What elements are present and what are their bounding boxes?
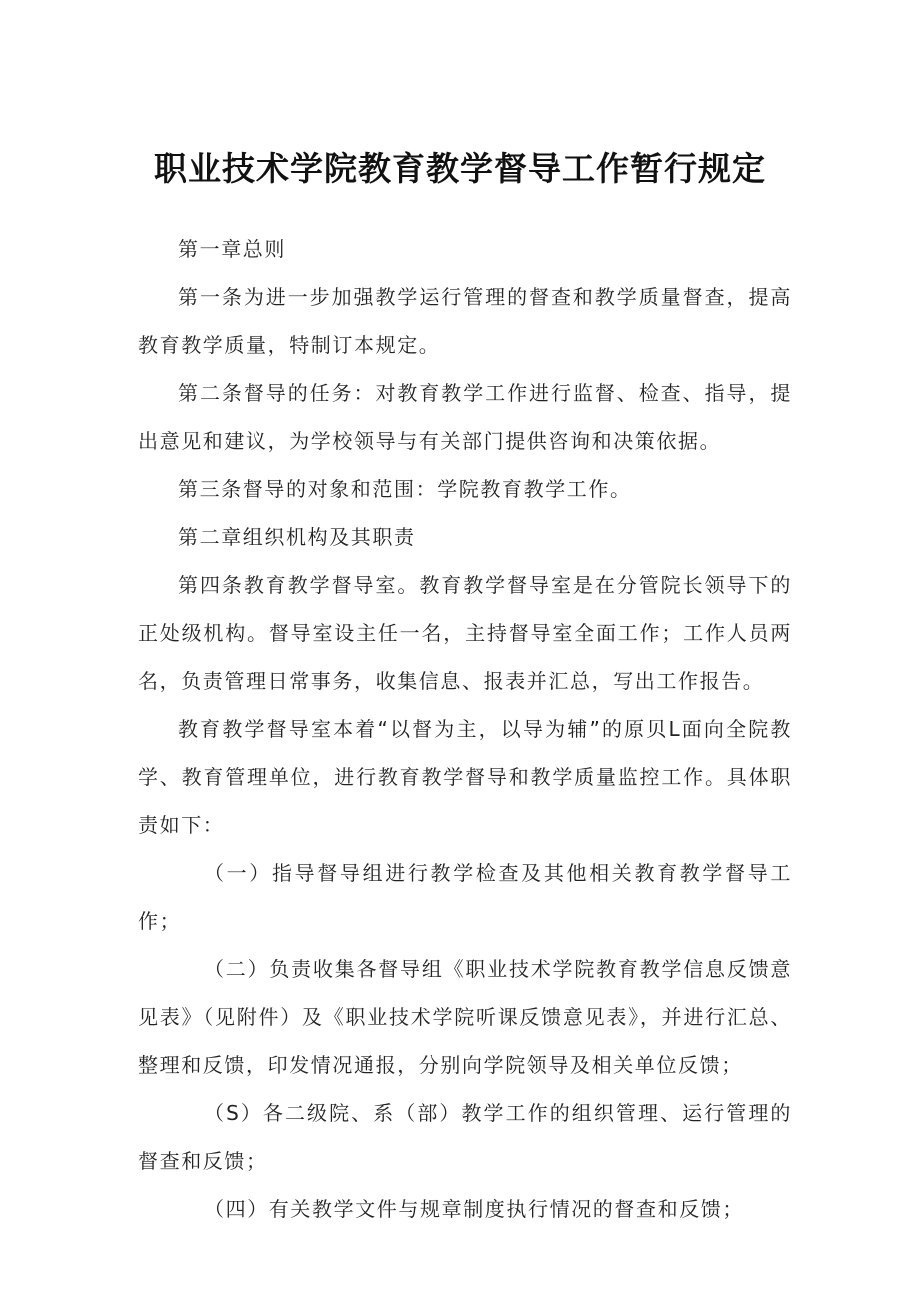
article-paragraph: 第三条督导的对象和范围：学院教育教学工作。	[178, 477, 632, 501]
list-item: （S）各二级院、系（部）教学工作的组织管理、运行管理的督查和反馈；	[138, 1101, 792, 1173]
article-paragraph: 第四条教育教学督导室。教育教学督导室是在分管院长领导下的正处级机构。督导室设主任一名，主持督导室全面工作；工作人员两名，负责管理日常事务，收集信息、报表并汇总，写出工作报告。	[138, 573, 792, 693]
chapter-heading: 第二章组织机构及其职责	[178, 525, 416, 549]
document-body	[138, 225, 792, 1233]
list-item: （四）有关教学文件与规章制度执行情况的督查和反馈；	[204, 1197, 744, 1221]
article-paragraph: 第一条为进一步加强教学运行管理的督查和教学质量督查，提高教育教学质量，特制订本规定。	[138, 285, 792, 357]
list-item: （二）负责收集各督导组《职业技术学院教育教学信息反馈意见表》（见附件）及《职业技术学院听课反馈意见表》，并进行汇总、整理和反馈，印发情况通报，分别向学院领导及相关单位反馈；	[138, 957, 792, 1077]
body-paragraph: 教育教学督导室本着“以督为主，以导为辅”的原贝L面向全院教学、教育管理单位，进行教育教学督导和教学质量监控工作。具体职责如下：	[138, 717, 792, 837]
article-paragraph: 第二条督导的任务：对教育教学工作进行监督、检查、指导，提出意见和建议，为学校领导与有关部门提供咨询和决策依据。	[138, 381, 792, 453]
chapter-heading: 第一章总则	[178, 237, 286, 261]
document-title: 职业技术学院教育教学督导工作暂行规定	[154, 149, 766, 188]
list-item: （一）指导督导组进行教学检查及其他相关教育教学督导工作；	[138, 861, 792, 933]
